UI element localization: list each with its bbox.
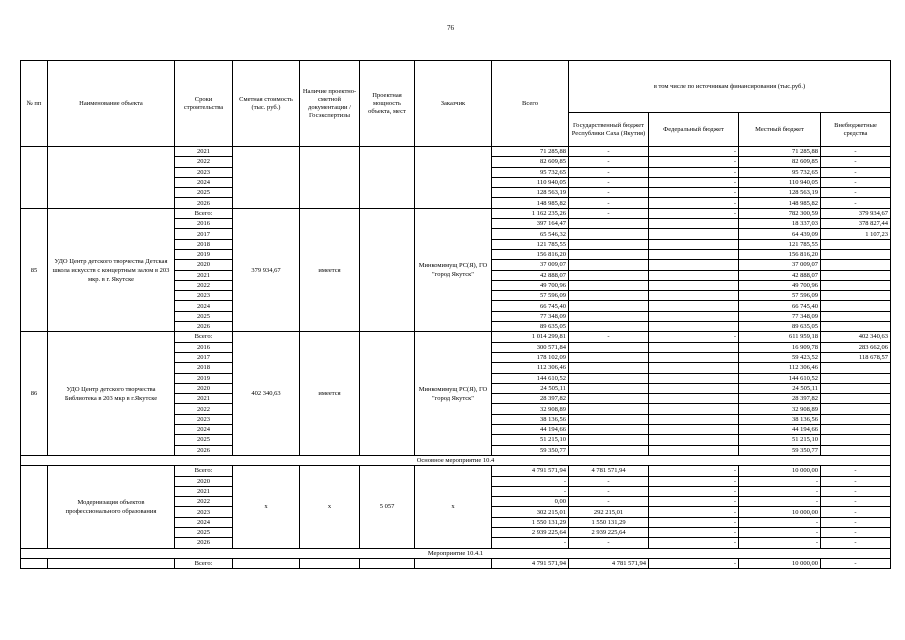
- fed-budget-cell: -: [649, 177, 739, 187]
- ext-funds-cell: 402 340,63: [821, 332, 891, 342]
- rs-budget-cell: [569, 239, 649, 249]
- rs-budget-cell: -: [569, 157, 649, 167]
- fed-budget-cell: [649, 311, 739, 321]
- rs-budget-cell: [569, 425, 649, 435]
- ext-funds-cell: -: [821, 486, 891, 496]
- total-cell: 59 350,77: [492, 445, 569, 455]
- ext-funds-cell: [821, 311, 891, 321]
- year-cell: 2016: [175, 342, 233, 352]
- object-num: [21, 466, 48, 548]
- local-budget-cell: 110 940,05: [739, 177, 821, 187]
- total-cell: 302 215,01: [492, 507, 569, 517]
- object-docs: имеется: [300, 208, 360, 332]
- local-budget-cell: 10 000,00: [739, 558, 821, 568]
- local-budget-cell: 10 000,00: [739, 507, 821, 517]
- fed-budget-cell: [649, 414, 739, 424]
- total-cell: 178 102,09: [492, 352, 569, 362]
- object-capacity: [360, 332, 415, 456]
- ext-funds-cell: -: [821, 177, 891, 187]
- ext-funds-cell: -: [821, 476, 891, 486]
- header-ext-funds: Внебюджетные средства: [821, 113, 891, 147]
- fed-budget-cell: -: [649, 147, 739, 157]
- ext-funds-cell: -: [821, 497, 891, 507]
- fed-budget-cell: [649, 301, 739, 311]
- rs-budget-cell: -: [569, 486, 649, 496]
- fed-budget-cell: -: [649, 507, 739, 517]
- total-cell: 82 609,85: [492, 157, 569, 167]
- rs-budget-cell: [569, 445, 649, 455]
- total-cell: 156 816,20: [492, 249, 569, 259]
- ext-funds-cell: [821, 322, 891, 332]
- rs-budget-cell: -: [569, 476, 649, 486]
- total-cell: 66 745,40: [492, 301, 569, 311]
- local-budget-cell: -: [739, 486, 821, 496]
- fed-budget-cell: [649, 260, 739, 270]
- header-cost: Сметная стоимость (тыс. руб.): [233, 61, 300, 147]
- year-cell: 2023: [175, 414, 233, 424]
- local-budget-cell: 28 397,82: [739, 394, 821, 404]
- total-cell: 2 939 225,64: [492, 527, 569, 537]
- header-name: Наименование объекта: [48, 61, 175, 147]
- local-budget-cell: 42 888,07: [739, 270, 821, 280]
- local-budget-cell: 77 348,09: [739, 311, 821, 321]
- header-customer: Заказчик: [415, 61, 492, 147]
- local-budget-cell: 71 285,88: [739, 147, 821, 157]
- ext-funds-cell: [821, 445, 891, 455]
- rs-budget-cell: [569, 404, 649, 414]
- ext-funds-cell: [821, 301, 891, 311]
- header-local-budget: Местный бюджет: [739, 113, 821, 147]
- total-cell: -: [492, 538, 569, 548]
- ext-funds-cell: -: [821, 147, 891, 157]
- page-number: 76: [447, 24, 454, 32]
- local-budget-cell: 128 563,19: [739, 188, 821, 198]
- object-capacity: [360, 208, 415, 332]
- local-budget-cell: 32 908,89: [739, 404, 821, 414]
- local-budget-cell: 59 350,77: [739, 445, 821, 455]
- section-title: Основное мероприятие 10.4: [21, 455, 891, 465]
- ext-funds-cell: 118 678,57: [821, 352, 891, 362]
- year-cell: 2019: [175, 249, 233, 259]
- year-cell: 2026: [175, 445, 233, 455]
- ext-funds-cell: -: [821, 558, 891, 568]
- local-budget-cell: 59 423,52: [739, 352, 821, 362]
- ext-funds-cell: 1 107,23: [821, 229, 891, 239]
- ext-funds-cell: [821, 260, 891, 270]
- local-budget-cell: 57 596,09: [739, 291, 821, 301]
- header-num: № пп: [21, 61, 48, 147]
- rs-budget-cell: [569, 383, 649, 393]
- ext-funds-cell: [821, 270, 891, 280]
- fed-budget-cell: [649, 239, 739, 249]
- local-budget-cell: 44 194,66: [739, 425, 821, 435]
- rs-budget-cell: 1 550 131,29: [569, 517, 649, 527]
- year-cell: 2016: [175, 219, 233, 229]
- object-docs: имеется: [300, 332, 360, 456]
- fed-budget-cell: [649, 404, 739, 414]
- year-cell: 2020: [175, 383, 233, 393]
- year-cell: 2022: [175, 497, 233, 507]
- rs-budget-cell: [569, 280, 649, 290]
- header-capacity: Проектная мощность объекта, мест: [360, 61, 415, 147]
- year-cell: Всего:: [175, 332, 233, 342]
- total-cell: 300 571,84: [492, 342, 569, 352]
- table-row: [21, 332, 891, 342]
- total-cell: 57 596,09: [492, 291, 569, 301]
- ext-funds-cell: [821, 249, 891, 259]
- ext-funds-cell: -: [821, 188, 891, 198]
- year-cell: 2020: [175, 476, 233, 486]
- ext-funds-cell: [821, 404, 891, 414]
- fed-budget-cell: [649, 425, 739, 435]
- total-cell: 49 700,96: [492, 280, 569, 290]
- local-budget-cell: -: [739, 497, 821, 507]
- total-cell: 110 940,05: [492, 177, 569, 187]
- rs-budget-cell: [569, 394, 649, 404]
- ext-funds-cell: -: [821, 517, 891, 527]
- total-cell: 128 563,19: [492, 188, 569, 198]
- ext-funds-cell: -: [821, 507, 891, 517]
- fed-budget-cell: [649, 445, 739, 455]
- object-docs: [300, 147, 360, 209]
- local-budget-cell: -: [739, 517, 821, 527]
- fed-budget-cell: -: [649, 208, 739, 218]
- rs-budget-cell: 4 781 571,94: [569, 558, 649, 568]
- fed-budget-cell: [649, 435, 739, 445]
- local-budget-cell: 49 700,96: [739, 280, 821, 290]
- object-customer: x: [415, 466, 492, 548]
- year-cell: 2025: [175, 435, 233, 445]
- ext-funds-cell: [821, 425, 891, 435]
- local-budget-cell: 82 609,85: [739, 157, 821, 167]
- fed-budget-cell: -: [649, 157, 739, 167]
- ext-funds-cell: -: [821, 167, 891, 177]
- total-cell: 28 397,82: [492, 394, 569, 404]
- header-docs: Наличие проектно-сметной документации /Госэкспертизы: [300, 61, 360, 147]
- rs-budget-cell: -: [569, 167, 649, 177]
- fed-budget-cell: [649, 352, 739, 362]
- year-cell: 2024: [175, 517, 233, 527]
- rs-budget-cell: -: [569, 497, 649, 507]
- ext-funds-cell: -: [821, 198, 891, 208]
- rs-budget-cell: 292 215,01: [569, 507, 649, 517]
- year-cell: 2025: [175, 527, 233, 537]
- local-budget-cell: 144 610,52: [739, 373, 821, 383]
- fed-budget-cell: [649, 394, 739, 404]
- total-cell: 89 635,05: [492, 322, 569, 332]
- fed-budget-cell: -: [649, 486, 739, 496]
- local-budget-cell: 10 000,00: [739, 466, 821, 476]
- local-budget-cell: 37 009,07: [739, 260, 821, 270]
- fed-budget-cell: -: [649, 527, 739, 537]
- object-cost: [233, 147, 300, 209]
- object-num: 86: [21, 332, 48, 456]
- fed-budget-cell: -: [649, 558, 739, 568]
- rs-budget-cell: 2 939 225,64: [569, 527, 649, 537]
- total-cell: 71 285,88: [492, 147, 569, 157]
- total-cell: 397 164,47: [492, 219, 569, 229]
- local-budget-cell: 16 909,78: [739, 342, 821, 352]
- rs-budget-cell: [569, 373, 649, 383]
- object-name: УДО Центр детского творчества Библиотека в 203 мкр в г.Якутске: [48, 332, 175, 456]
- total-cell: 1 550 131,29: [492, 517, 569, 527]
- local-budget-cell: 38 136,56: [739, 414, 821, 424]
- object-capacity: [360, 147, 415, 209]
- local-budget-cell: 51 215,10: [739, 435, 821, 445]
- ext-funds-cell: [821, 363, 891, 373]
- total-cell: 24 505,11: [492, 383, 569, 393]
- total-cell: 4 791 571,94: [492, 558, 569, 568]
- rs-budget-cell: -: [569, 198, 649, 208]
- year-cell: 2019: [175, 373, 233, 383]
- rs-budget-cell: [569, 435, 649, 445]
- fed-budget-cell: [649, 249, 739, 259]
- total-cell: 42 888,07: [492, 270, 569, 280]
- rs-budget-cell: [569, 363, 649, 373]
- ext-funds-cell: [821, 291, 891, 301]
- object-capacity: [360, 558, 415, 568]
- year-cell: 2024: [175, 425, 233, 435]
- rs-budget-cell: [569, 414, 649, 424]
- ext-funds-cell: 283 662,06: [821, 342, 891, 352]
- object-name: [48, 147, 175, 209]
- fed-budget-cell: -: [649, 332, 739, 342]
- fed-budget-cell: -: [649, 466, 739, 476]
- section-row: [21, 455, 891, 465]
- ext-funds-cell: [821, 394, 891, 404]
- fed-budget-cell: [649, 373, 739, 383]
- rs-budget-cell: -: [569, 177, 649, 187]
- object-customer: [415, 147, 492, 209]
- total-cell: 51 215,10: [492, 435, 569, 445]
- year-cell: 2021: [175, 270, 233, 280]
- ext-funds-cell: -: [821, 538, 891, 548]
- year-cell: Всего:: [175, 466, 233, 476]
- local-budget-cell: 121 785,55: [739, 239, 821, 249]
- object-customer: Минкомимущ РС(Я), ГО "город Якутск": [415, 208, 492, 332]
- fed-budget-cell: -: [649, 476, 739, 486]
- fed-budget-cell: -: [649, 188, 739, 198]
- total-cell: 44 194,66: [492, 425, 569, 435]
- year-cell: 2026: [175, 538, 233, 548]
- fed-budget-cell: -: [649, 497, 739, 507]
- object-num: 85: [21, 208, 48, 332]
- object-num: [21, 147, 48, 209]
- object-capacity: 5 057: [360, 466, 415, 548]
- fed-budget-cell: -: [649, 517, 739, 527]
- object-cost: [233, 558, 300, 568]
- section-title: Мероприятие 10.4.1: [21, 548, 891, 558]
- rs-budget-cell: [569, 270, 649, 280]
- rs-budget-cell: 4 781 571,94: [569, 466, 649, 476]
- object-customer: Минкомимущ РС(Я), ГО "город Якутск": [415, 332, 492, 456]
- year-cell: 2021: [175, 486, 233, 496]
- header-total: Всего: [492, 61, 569, 147]
- total-cell: 32 908,89: [492, 404, 569, 414]
- ext-funds-cell: -: [821, 157, 891, 167]
- year-cell: 2017: [175, 352, 233, 362]
- object-cost: x: [233, 466, 300, 548]
- ext-funds-cell: [821, 373, 891, 383]
- object-name: Модернизация объектов профессионального образования: [48, 466, 175, 548]
- rs-budget-cell: -: [569, 208, 649, 218]
- fed-budget-cell: [649, 383, 739, 393]
- total-cell: 112 306,46: [492, 363, 569, 373]
- table-row: [21, 558, 891, 568]
- fed-budget-cell: [649, 270, 739, 280]
- object-docs: [300, 558, 360, 568]
- local-budget-cell: 611 959,18: [739, 332, 821, 342]
- rs-budget-cell: [569, 311, 649, 321]
- rs-budget-cell: [569, 249, 649, 259]
- year-cell: 2022: [175, 404, 233, 414]
- year-cell: 2022: [175, 157, 233, 167]
- object-name: [48, 558, 175, 568]
- total-cell: 38 136,56: [492, 414, 569, 424]
- object-customer: [415, 558, 492, 568]
- object-cost: 402 340,63: [233, 332, 300, 456]
- ext-funds-cell: [821, 383, 891, 393]
- total-cell: 4 791 571,94: [492, 466, 569, 476]
- total-cell: 77 348,09: [492, 311, 569, 321]
- ext-funds-cell: -: [821, 466, 891, 476]
- header-fed-budget: Федеральный бюджет: [649, 113, 739, 147]
- rs-budget-cell: -: [569, 538, 649, 548]
- object-num: [21, 558, 48, 568]
- table-body: [21, 147, 891, 569]
- object-cost: 379 934,67: [233, 208, 300, 332]
- year-cell: 2020: [175, 260, 233, 270]
- local-budget-cell: 66 745,40: [739, 301, 821, 311]
- ext-funds-cell: 378 827,44: [821, 219, 891, 229]
- rs-budget-cell: [569, 229, 649, 239]
- total-cell: -: [492, 476, 569, 486]
- ext-funds-cell: [821, 435, 891, 445]
- rs-budget-cell: [569, 322, 649, 332]
- fed-budget-cell: [649, 291, 739, 301]
- year-cell: 2026: [175, 198, 233, 208]
- local-budget-cell: -: [739, 527, 821, 537]
- table-row: [21, 208, 891, 218]
- total-cell: 0,00: [492, 497, 569, 507]
- fed-budget-cell: -: [649, 538, 739, 548]
- year-cell: 2021: [175, 147, 233, 157]
- table-row: [21, 147, 891, 157]
- local-budget-cell: -: [739, 476, 821, 486]
- rs-budget-cell: [569, 291, 649, 301]
- local-budget-cell: 156 816,20: [739, 249, 821, 259]
- year-cell: 2024: [175, 177, 233, 187]
- fed-budget-cell: [649, 229, 739, 239]
- fed-budget-cell: [649, 322, 739, 332]
- local-budget-cell: 95 732,65: [739, 167, 821, 177]
- object-name: УДО Центр детского творчества Детская школа искусств с концертным залом в 203 мкр. в г. Якутске: [48, 208, 175, 332]
- ext-funds-cell: [821, 239, 891, 249]
- header-terms: Сроки строительства: [175, 61, 233, 147]
- year-cell: 2022: [175, 280, 233, 290]
- local-budget-cell: 112 306,46: [739, 363, 821, 373]
- rs-budget-cell: -: [569, 332, 649, 342]
- year-cell: 2023: [175, 167, 233, 177]
- year-cell: 2018: [175, 363, 233, 373]
- total-cell: 65 546,32: [492, 229, 569, 239]
- year-cell: 2021: [175, 394, 233, 404]
- total-cell: -: [492, 486, 569, 496]
- total-cell: 144 610,52: [492, 373, 569, 383]
- local-budget-cell: 89 635,05: [739, 322, 821, 332]
- year-cell: 2017: [175, 229, 233, 239]
- fed-budget-cell: [649, 219, 739, 229]
- year-cell: 2024: [175, 301, 233, 311]
- table-row: [21, 466, 891, 476]
- local-budget-cell: 18 337,03: [739, 219, 821, 229]
- header-sources: в том числе по источникам финансирования (тыс.руб.): [569, 61, 891, 113]
- rs-budget-cell: -: [569, 147, 649, 157]
- section-row: [21, 548, 891, 558]
- rs-budget-cell: [569, 260, 649, 270]
- local-budget-cell: 24 505,11: [739, 383, 821, 393]
- local-budget-cell: 64 439,09: [739, 229, 821, 239]
- fed-budget-cell: -: [649, 198, 739, 208]
- fed-budget-cell: -: [649, 167, 739, 177]
- rs-budget-cell: -: [569, 188, 649, 198]
- year-cell: 2023: [175, 291, 233, 301]
- rs-budget-cell: [569, 352, 649, 362]
- total-cell: 37 009,07: [492, 260, 569, 270]
- fed-budget-cell: [649, 342, 739, 352]
- local-budget-cell: 782 300,59: [739, 208, 821, 218]
- total-cell: 148 985,82: [492, 198, 569, 208]
- year-cell: 2023: [175, 507, 233, 517]
- rs-budget-cell: [569, 342, 649, 352]
- local-budget-cell: 148 985,82: [739, 198, 821, 208]
- year-cell: 2018: [175, 239, 233, 249]
- total-cell: 121 785,55: [492, 239, 569, 249]
- year-cell: Всего:: [175, 208, 233, 218]
- total-cell: 95 732,65: [492, 167, 569, 177]
- object-docs: x: [300, 466, 360, 548]
- ext-funds-cell: -: [821, 527, 891, 537]
- ext-funds-cell: [821, 280, 891, 290]
- fed-budget-cell: [649, 363, 739, 373]
- ext-funds-cell: [821, 414, 891, 424]
- total-cell: 1 162 235,26: [492, 208, 569, 218]
- total-cell: 1 014 299,81: [492, 332, 569, 342]
- year-cell: 2025: [175, 311, 233, 321]
- year-cell: 2025: [175, 188, 233, 198]
- year-cell: 2026: [175, 322, 233, 332]
- year-cell: Всего:: [175, 558, 233, 568]
- fed-budget-cell: [649, 280, 739, 290]
- local-budget-cell: -: [739, 538, 821, 548]
- investment-table: [20, 60, 891, 569]
- rs-budget-cell: [569, 301, 649, 311]
- header-rs-budget: Государственный бюджет Республики Саха (Якутия): [569, 113, 649, 147]
- rs-budget-cell: [569, 219, 649, 229]
- ext-funds-cell: 379 934,67: [821, 208, 891, 218]
